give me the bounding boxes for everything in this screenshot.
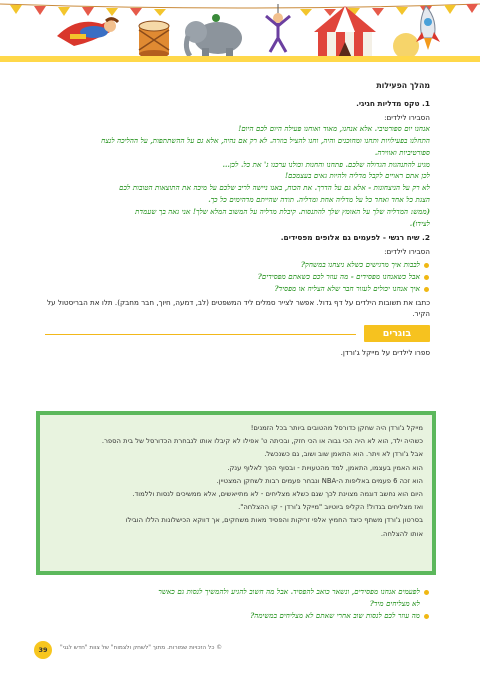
section-2-title: 2. שיח רגשי - לפעמים גם אלופים מפסידים.: [280, 233, 430, 243]
story-line: כשהיה ילד, הוא לא היה הכי גבוה או הכי חזק, ובכיתה ט' אפילו לא קיבלו אותו לנבחרת הכדורסל של בית הספר.: [101, 437, 423, 446]
section-1-line: אנחנו יום ספורטיבי. אלא אנחנו, מאוד ואוחנו פעילה היום לכם היום!: [238, 124, 430, 134]
closing-question: לפעמים אנחנו מפסידים, ונשאר כואב להפסיד. אבל מה חשוב להגיע ולהמשיך לנסות גם כאשר: [158, 587, 420, 596]
story-line: אותו להצלחה.: [380, 529, 423, 538]
main-content: [45, 80, 430, 359]
divider-line: [45, 334, 356, 335]
elephant-illustration: [180, 8, 250, 60]
closing-question-continuation: לא מצליחים מיד?: [369, 598, 420, 608]
list-item: [45, 586, 430, 610]
story-line: מייקל ג'ורדן היה שחקן כדורסל מהטובים ביותר בכל הזמנים!: [250, 424, 423, 432]
grown-ups-tag: בוגרים: [364, 325, 430, 342]
section-1-line: הצגת כל אחד ואחד כל על מדליה אחת ומדליה. תודה שהייתם מדהימים כל כך.: [208, 195, 430, 204]
acrobat-illustration: [258, 4, 298, 56]
story-line: היום הוא נחשב דוגמה מצוינת לכך שגם כשלא מצליחים - לא מתייאשים, אלא ממשיכים לנסות וללמוד.: [132, 490, 423, 499]
banner-ground-strip: [0, 56, 480, 62]
story-line: הוא האמין בעצמו, התאמן, למד מהטעויות - ובסוף הפך לאלוף ענק.: [227, 463, 423, 472]
section-1-line: לצידו).: [409, 218, 430, 228]
list-item: איך אנחנו יכולים לעזור חבר שלא הצליח או מפסיד?: [45, 283, 430, 295]
story-line: אבל ג'ורדן לא ויתר. הוא התאמן שוב ושוב, גם כשנכשל.: [264, 450, 423, 459]
copyright-text: © כל הזכויות שמורות. מתוך "לשחק ולצמוח" של צוות "חדש לגני": [60, 645, 223, 651]
page-number: 39: [34, 641, 52, 659]
superhero-illustration: [52, 6, 122, 58]
section-2-intro: הסבירו לילדים:: [384, 246, 430, 256]
circus-tent-illustration: [310, 4, 380, 60]
jordan-story-box: [36, 411, 436, 575]
grown-ups-divider: [45, 325, 430, 343]
page-footer: [34, 641, 444, 659]
list-item: מה עוזר לכם לנסות שוב אחרי שאתם לא מצליחים במשימה?: [45, 610, 430, 622]
closing-questions: [45, 584, 430, 623]
story-line: בסרטון ג'ורדן משתף כיצד החמיץ אלפי זריקות והפסיד מאות משחקים, אך דווקא הכישלונות הללו הובילו: [125, 516, 423, 525]
section-1-line: התחלנו בפעילויות ותחנו ומחוכנים והיה, וחנו להציל בוזרה. לא רק אם נהיה, אלא גם על ההשתתפות, על ההליכה לנצח: [101, 136, 430, 146]
header-illustration: [0, 0, 480, 62]
section-1-line: לא רק על הניצחונות - אלא גם על הדרך. את הכוח, באנו ניישה לריב שלכם על מיכה את התוצאות הטובות לכם: [119, 183, 430, 193]
section-2-note: כתבו את תשובות הילדים על דף גדול. אפשר לצייר סמלים ליד המשפטים (לב, דמעה, חיוך, חבר מחבק). תלו את הבריסטול על הקיר.: [47, 297, 430, 318]
story-line: ואז מצליחים בגדול! הקליפ ביוטיוב "מייקל ג'ורדן - קו ההצלחה".: [238, 503, 423, 512]
section-1-line: ספורטיביות ואווירה.: [374, 147, 430, 157]
story-intro: ספרו לילדים על מייקל ג'ורדן.: [340, 348, 430, 358]
closing-bullets: [45, 586, 430, 621]
story-line: הוא זכה 6 פעמים באליפות ה-NBA ונבחר פעמים רבות לשחקן המצטיין.: [216, 476, 423, 485]
list-item: אבל כשאנחנו מפסידים - מה עוזר לכם כשאתם מפסידים?: [45, 271, 430, 283]
section-1-title: 1. טקס מדליות חגיגי.: [356, 99, 430, 109]
activity-heading: מהלך הפעילות: [376, 81, 430, 90]
section-1-line: (ממש: המדליה שלך על האומץ שלך להתנסות. קיבלת מדליה על המשוב המלא שלך! אני גאה בך שעמדת: [135, 206, 430, 216]
section-1-line: לכן אתם ראויים לקבל מדליה ולהיות גאים בעצמכם!: [285, 171, 430, 181]
drum-illustration: [134, 18, 174, 58]
section-1-line: מגיע להתנהגות הגדולה שלכם. פתחנו והחנות וכולנו ערכנו ג' את כל. לכן...: [222, 159, 430, 169]
list-item: לבבות איך מרגישים כשלא ניצחנו במשחק?: [45, 259, 430, 271]
section-1-intro: הסבירו לילדים:: [384, 112, 430, 122]
rocket-illustration: [388, 2, 448, 60]
section-2-bullets: [45, 259, 430, 294]
